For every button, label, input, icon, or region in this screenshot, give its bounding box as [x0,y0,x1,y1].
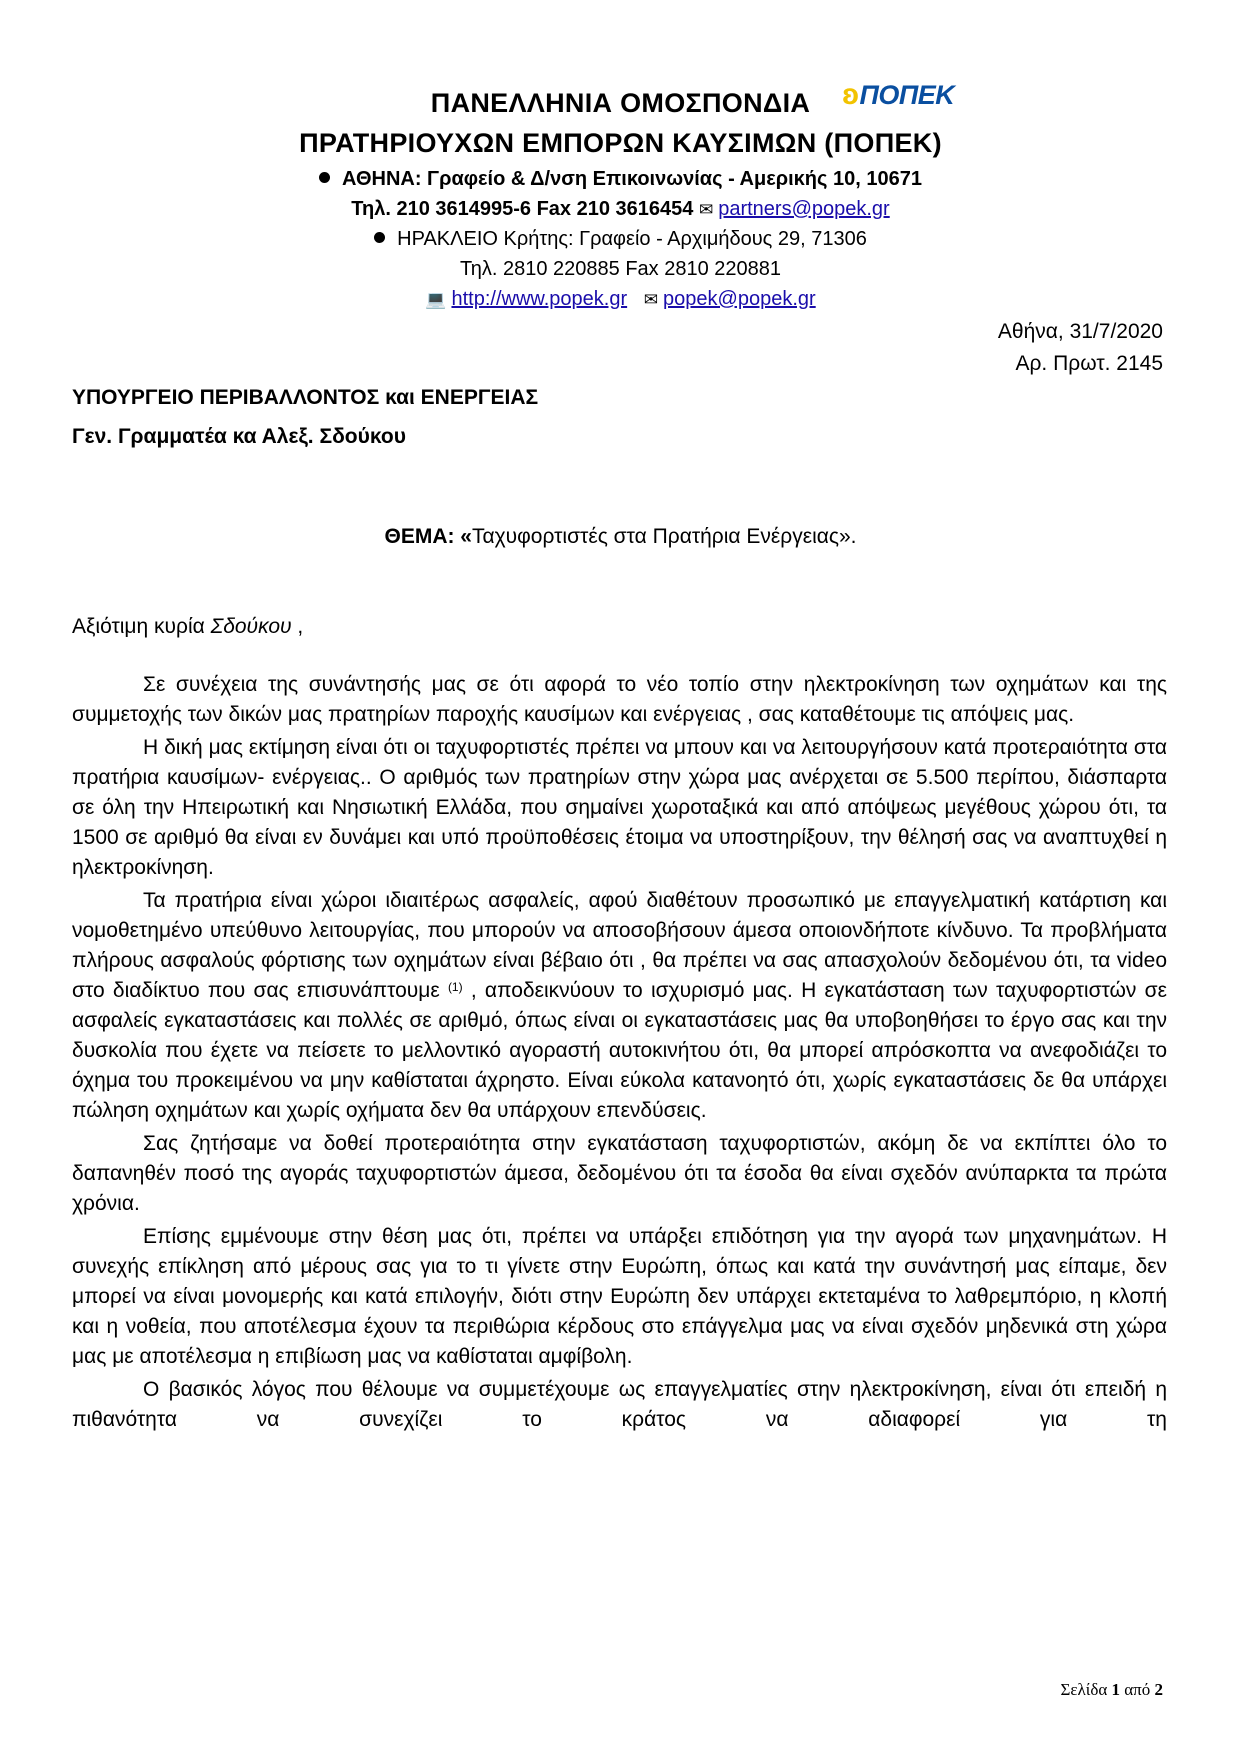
title-line-2-wrap [0,128,1241,159]
page-footer [1060,1680,1163,1700]
paragraph-6: Ο βασικός λόγος που θέλουμε να συμμετέχουμε ως επαγγελματίες στην ηλεκτροκίνηση, είναι ότι επειδή η πιθανότητα να συνεχίζει το κράτος να αδιαφορεί για τη [72,1378,1167,1431]
athens-email-link[interactable]: partners@popek.gr [718,198,890,220]
website-link[interactable]: http://www.popek.gr [451,288,628,310]
subject-line [0,525,1241,549]
letter-date: Αθήνα, 31/7/2020 [997,320,1163,343]
protocol-number: Αρ. Πρωτ. 2145 [1015,352,1163,375]
paragraph-3-b: , αποδεικνύουν το ισχυρισμό μας. Η εγκατάσταση των ταχυφορτιστών σε ασφαλείς εγκαταστάσεις και πολλές σε αριθμό, όπως είναι οι εγκαταστάσεις μας θα υποβοηθήσει το έργο σας και την δυσκολία που έχετε να πείσετε το μελλοντικό αγοραστή αυτοκινήτου ότι, θα μπορεί απρόσκοπτα να ανεφοδιάζει το όχημα του προκειμένου να μην καθίσταται άχρηστο. Είναι εύκολα κατανοητό ότι, χωρίς εγκαταστάσεις δε θα υπάρχει πώληση οχημάτων και χωρίς οχήματα δεν θα υπάρχουν επενδύσεις. [72,979,1167,1122]
title-line-1: ΠΑΝΕΛΛΗΝΙΑ ΟΜΟΣΠΟΝΔΙΑ [430,88,811,118]
bullet-icon [374,232,385,243]
title-line-2: ΠΡΑΤΗΡΙΟΥΧΩΝ ΕΜΠΟΡΩΝ ΚΑΥΣΙΜΩΝ (ΠΟΠΕΚ) [299,128,942,158]
paragraph-5: Επίσης εμμένουμε στην θέση μας ότι, πρέπει να υπάρξει επιδότηση για την αγορά των μηχανημάτων. Η συνεχής επίκληση από μέρους σας για το τι γίνετε στην Ευρώπη, όπως και κατά την συνάντησή μας είπαμε, δεν μπορεί να είναι μονομερής και κατά επιλογήν, διότι στην Ευρώπη δεν υπάρχει εκτεταμένα το λαθρεμπόριο, η κλοπή και η νοθεία, που αποτέλεσμα έχουν τα περιθώρια κέρδους στο επάγγελμα μας να είναι σχεδόν μηδενικά στη χώρα μας με αποτέλεσμα η επιβίωση μας να καθίσταται αμφίβολη. [72,1225,1167,1368]
subject-text: Ταχυφορτιστές στα Πρατήρια Ενέργειας». [472,525,857,548]
web-contact [0,288,1241,311]
popek-logo [842,78,954,112]
heraklion-contact [0,258,1241,281]
spiral-logo-icon: ʚ [842,78,859,111]
page-total: 2 [1154,1680,1163,1699]
paragraph-3-a: Τα πρατήρια είναι χώροι ιδιαιτέρως ασφαλείς, αφού διαθέτουν προσωπικό με επαγγελματική κατάρτιση και νομοθετημένο υπεύθυνο λειτουργίας, που μπορούν να αποσοβήσουν άμεσα οποιονδήποτε κίνδυνο. Τα προβλήματα πλήρους ασφαλούς φόρτισης των οχημάτων είναι βέβαιο ότι , θα πρέπει να σας απασχολούν δεδομένου ότι, τα video στο διαδίκτυο που σας επισυνάπτουμε [72,889,1167,1002]
athens-line: ΑΘΗΝΑ: Γραφείο & Δ/νση Επικοινωνίας - Αμερικής 10, 10671 [342,168,922,190]
recipient-ministry: ΥΠΟΥΡΓΕΙΟ ΠΕΡΙΒΑΛΛΟΝΤΟΣ και ΕΝΕΡΓΕΙΑΣ [72,386,539,409]
letter-body [72,670,1167,1435]
salutation-suffix: , [291,615,304,638]
salutation [72,615,303,639]
paragraph-3 [72,886,1167,1126]
recipient-person: Γεν. Γραμματέα κα Αλεξ. Σδούκου [72,425,406,448]
logo-text: ΠΟΠΕΚ [859,80,955,110]
page-current: 1 [1111,1680,1120,1699]
paragraph-2: Η δική μας εκτίμηση είναι ότι οι ταχυφορτιστές πρέπει να μπουν και να λειτουργήσουν κατά προτεραιότητα στα πρατήρια καυσίμων- ενέργειας.. Ο αριθμός των πρατηρίων στην χώρα μας ανέρχεται σε 5.500 περίπου, διάσπαρτα σε όλη την Ηπειρωτική και Νησιωτική Ελλάδα, που σημαίνει χωροταξικά και από απόψεως μεγέθους χώρου ότι, τα 1500 σε αριθμό θα είναι εν δυνάμει και υπό προϋποθέσεις έτοιμα να υποστηρίξουν, την θέλησή σας να αναπτυχθεί η ηλεκτροκίνηση. [72,736,1167,879]
envelope-icon: ✉ [643,290,659,309]
footnote-ref: (1) [447,980,463,994]
heraklion-phone: Τηλ. 2810 220885 Fax 2810 220881 [459,258,781,280]
salutation-name: Σδούκου [210,615,292,638]
athens-contact [0,198,1241,221]
heraklion-line: ΗΡΑΚΛΕΙΟ Κρήτης: Γραφείο - Αρχιμήδους 29, 71306 [397,228,867,250]
computer-icon: 💻 [425,290,447,309]
heraklion-address [0,228,1241,251]
paragraph-1: Σε συνέχεια της συνάντησής μας σε ότι αφορά το νέο τοπίο στην ηλεκτροκίνηση των οχημάτων και της συμμετοχής των δικών μας πρατηρίων παροχής καυσίμων και ενέργειας , σας καταθέτουμε τις απόψεις μας. [72,673,1167,726]
email-link[interactable]: popek@popek.gr [663,288,816,310]
envelope-icon: ✉ [698,200,714,219]
athens-address [0,168,1241,191]
page-prefix: Σελίδα [1060,1680,1112,1699]
athens-phone: Τηλ. 210 3614995-6 Fax 210 3616454 [351,198,694,220]
subject-label: ΘΕΜΑ: « [384,525,472,548]
paragraph-4: Σας ζητήσαμε να δοθεί προτεραιότητα στην εγκατάσταση ταχυφορτιστών, ακόμη δε να εκπίπτει όλο το δαπανηθέν ποσό της αγοράς ταχυφορτιστών άμεσα, δεδομένου ότι τα έσοδα θα είναι σχεδόν ανύπαρκτα τα πρώτα χρόνια. [72,1132,1167,1215]
letterhead-title [0,88,1241,119]
salutation-prefix: Αξιότιμη κυρία [72,615,211,638]
bullet-icon [319,172,330,183]
page-mid: από [1120,1680,1155,1699]
